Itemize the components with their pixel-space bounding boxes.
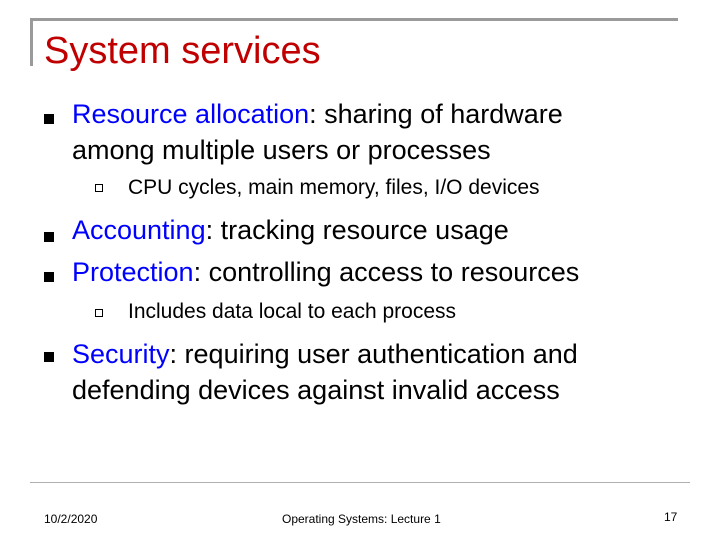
bullet-security-line2: defending devices against invalid access <box>72 375 560 405</box>
bullet-accounting <box>72 212 509 248</box>
bullet-security-line1 <box>72 336 578 372</box>
bullet-text: : tracking resource usage <box>205 215 509 245</box>
bullet-protection <box>72 254 579 290</box>
hollow-square-bullet-icon <box>95 184 103 192</box>
bullet-term: Resource allocation <box>72 99 310 129</box>
filled-square-bullet-icon <box>44 114 54 124</box>
filled-square-bullet-icon <box>44 352 54 362</box>
bullet-resource-allocation-line2: among multiple users or processes <box>72 135 491 165</box>
footer-rule <box>30 482 690 483</box>
bullet-term: Accounting <box>72 215 206 245</box>
bullet-text: : sharing of hardware <box>309 99 563 129</box>
bullet-resource-allocation-line1 <box>72 96 563 132</box>
footer-date: 10/2/2020 <box>44 512 98 526</box>
bullet-text: : controlling access to resources <box>193 257 580 287</box>
bullet-term: Protection <box>72 257 194 287</box>
filled-square-bullet-icon <box>44 232 54 242</box>
footer-page-number: 17 <box>664 510 678 524</box>
bullet-text: : requiring user authentication and <box>169 339 578 369</box>
slide-title: System services <box>44 30 321 72</box>
footer-course: Operating Systems: Lecture 1 <box>282 512 441 526</box>
bullet-term: Security <box>72 339 170 369</box>
sub-bullet-data-local: Includes data local to each process <box>128 300 457 323</box>
filled-square-bullet-icon <box>44 272 54 282</box>
sub-bullet-cpu-cycles: CPU cycles, main memory, files, I/O devices <box>128 176 540 199</box>
hollow-square-bullet-icon <box>95 309 103 317</box>
